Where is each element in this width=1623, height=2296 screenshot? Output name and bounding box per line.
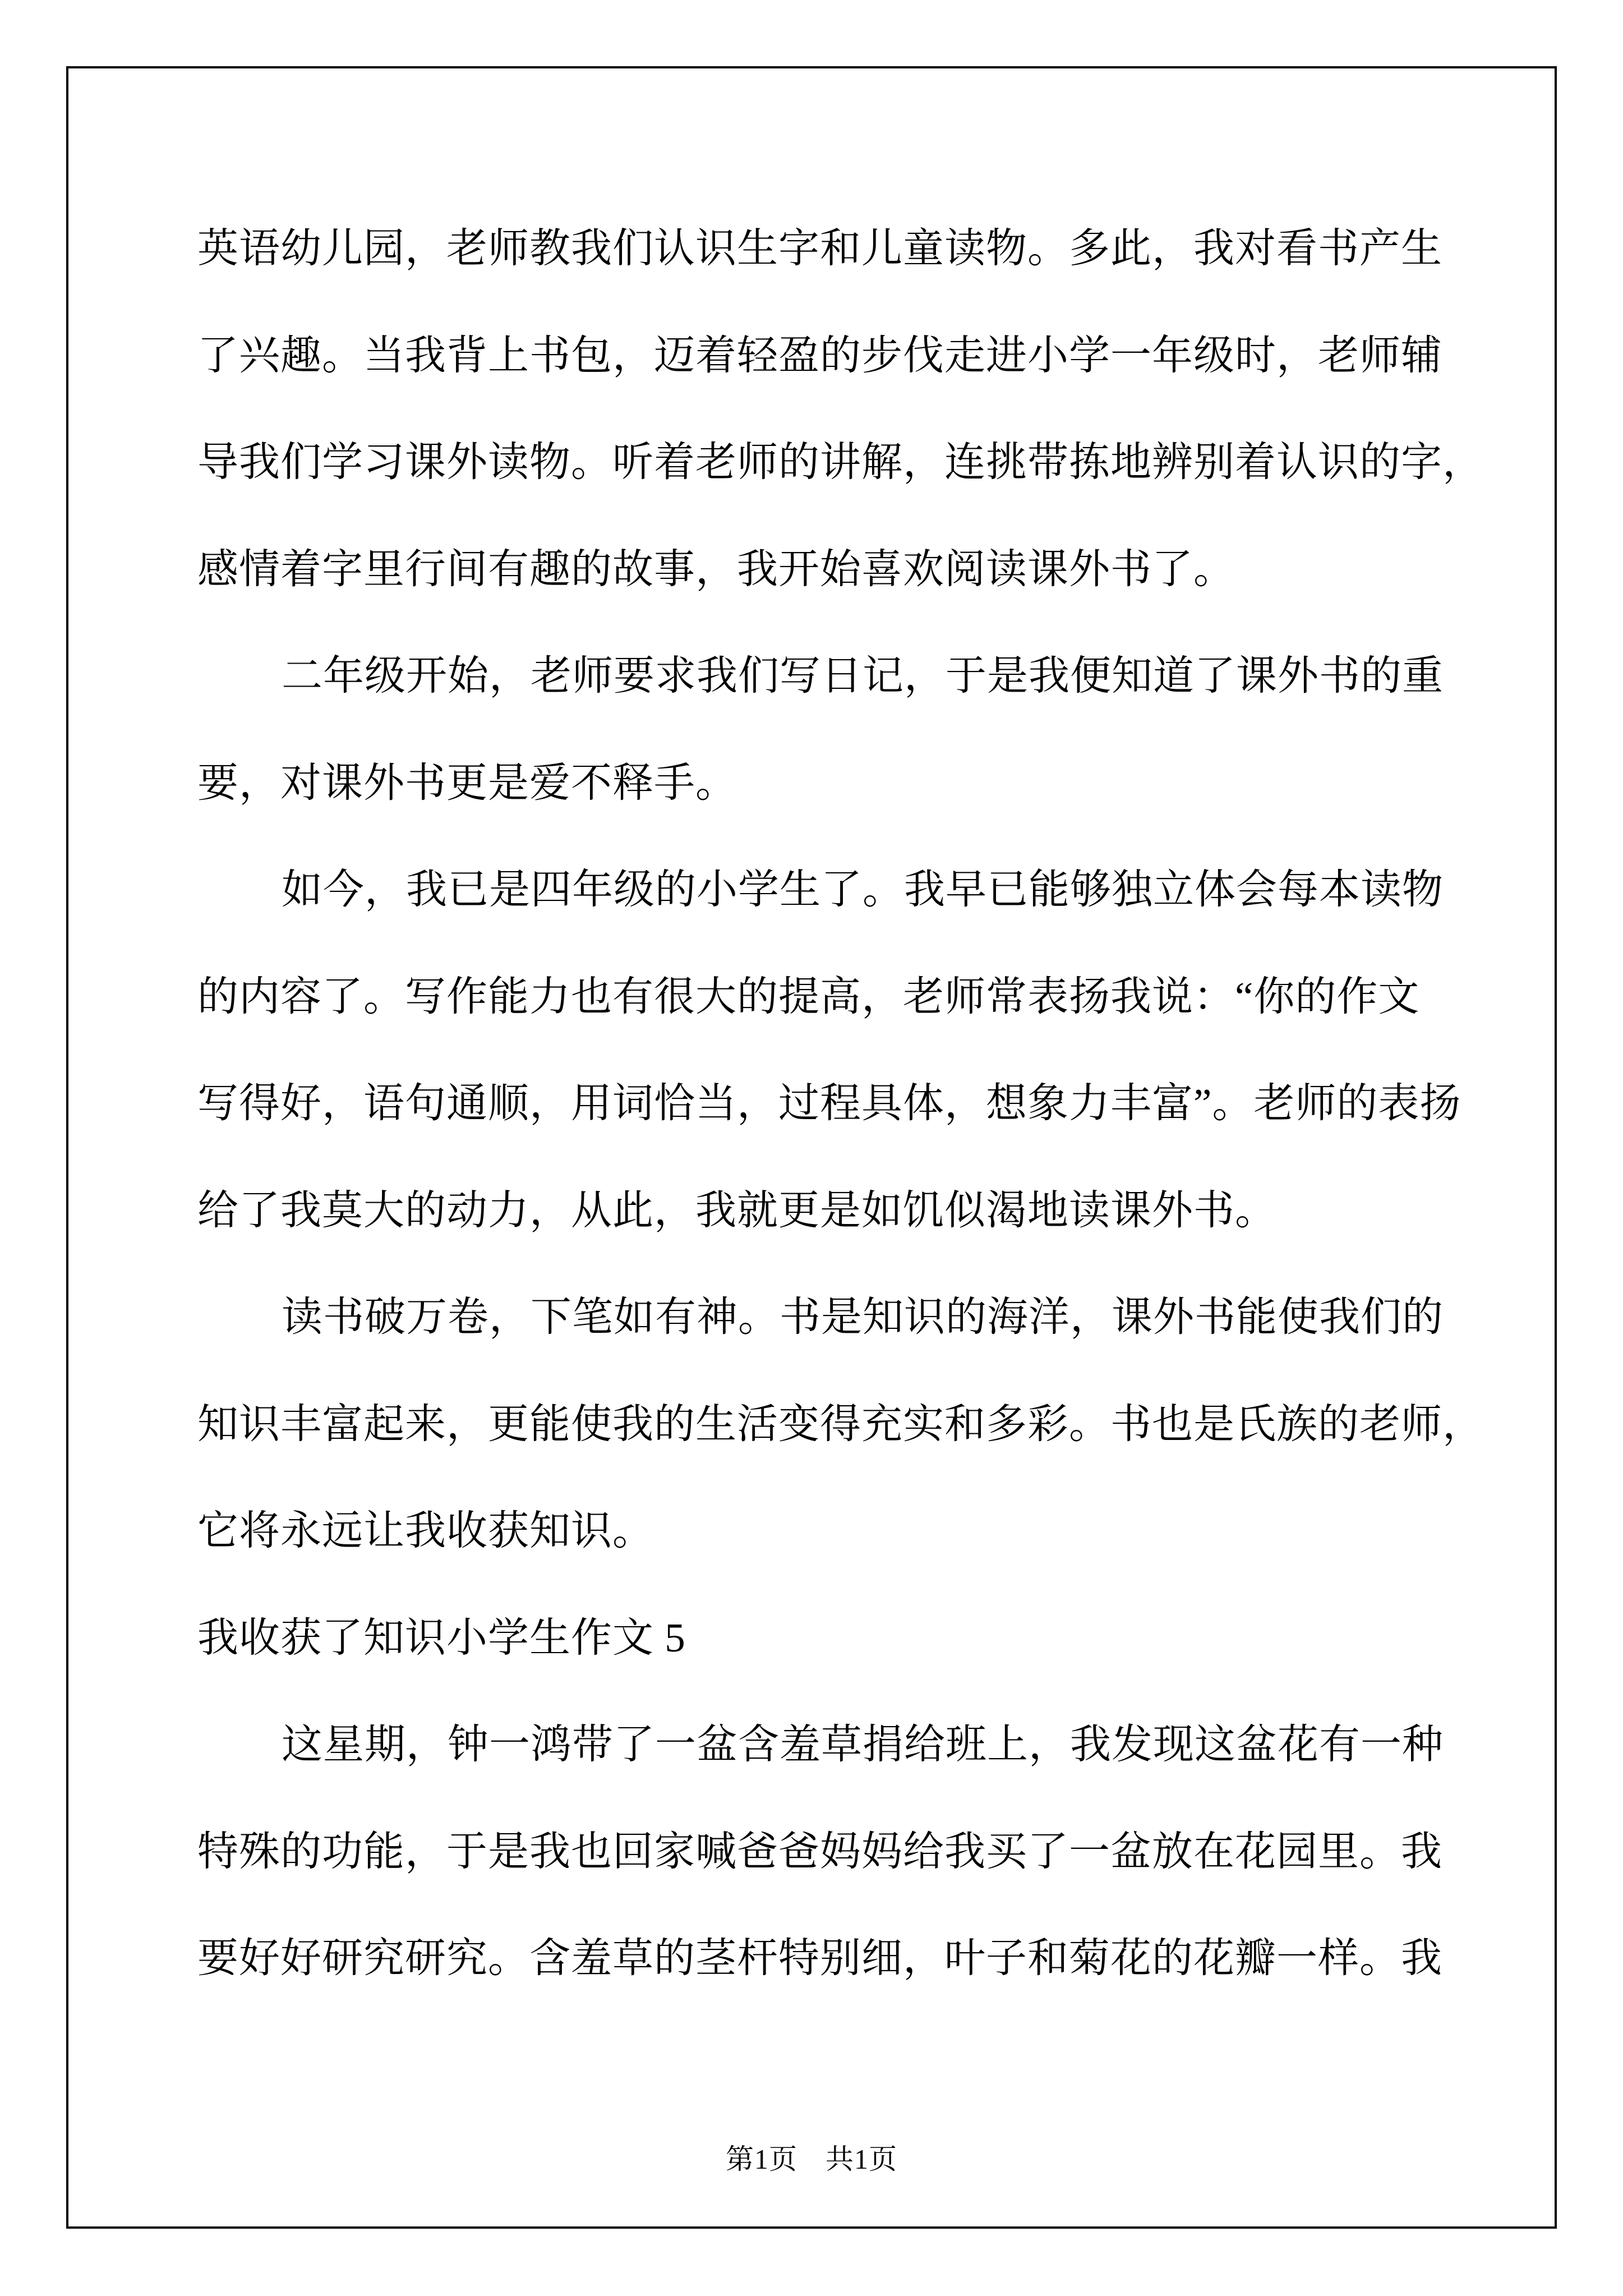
document-body — [197, 195, 1484, 2012]
text-line: 知识丰富起来，更能使我的生活变得充实和多彩。书也是氏族的老师， — [197, 1401, 1484, 1447]
text-line: 英语幼儿园，老师教我们认识生字和儿童读物。多此，我对看书产生 — [197, 226, 1442, 271]
text-line: 它将永远让我收获知识。 — [197, 1508, 654, 1553]
footer-page-total: 共1页 — [826, 2143, 897, 2175]
page-footer — [0, 2142, 1623, 2177]
text-line: 这星期，钟一鸿带了一盆含羞草捐给班上，我发现这盆花有一种 — [282, 1722, 1444, 1767]
text-line: 导我们学习课外读物。听着老师的讲解，连挑带拣地辨别着认识的字， — [197, 439, 1484, 485]
text-line: 读书破万卷，下笔如有神。书是知识的海洋，课外书能使我们的 — [282, 1294, 1444, 1340]
text-line: 二年级开始，老师要求我们写日记，于是我便知道了课外书的重 — [282, 653, 1444, 698]
text-line: 特殊的功能，于是我也回家喊爸爸妈妈给我买了一盆放在花园里。我 — [197, 1828, 1442, 1874]
footer-page-number: 第1页 — [726, 2143, 797, 2175]
text-line: 写得好，语句通顺，用词恰当，过程具体，想象力丰富”。老师的表扬 — [197, 1080, 1461, 1126]
text-line: 如今，我已是四年级的小学生了。我早已能够独立体会每本读物 — [282, 867, 1444, 912]
text-line: 的内容了。写作能力也有很大的提高，老师常表扬我说：“你的作文 — [197, 973, 1420, 1019]
text-line: 要好好研究研究。含羞草的茎杆特别细，叶子和菊花的花瓣一样。我 — [197, 1935, 1442, 1981]
text-line: 我收获了知识小学生作文 5 — [197, 1614, 686, 1660]
text-line: 感情着字里行间有趣的故事，我开始喜欢阅读课外书了。 — [197, 546, 1235, 592]
text-line: 了兴趣。当我背上书包，迈着轻盈的步伐走进小学一年级时，老师辅 — [197, 332, 1442, 378]
text-line: 给了我莫大的动力，从此，我就更是如饥似渴地读课外书。 — [197, 1187, 1276, 1233]
text-line: 要，对课外书更是爱不释手。 — [197, 760, 737, 806]
